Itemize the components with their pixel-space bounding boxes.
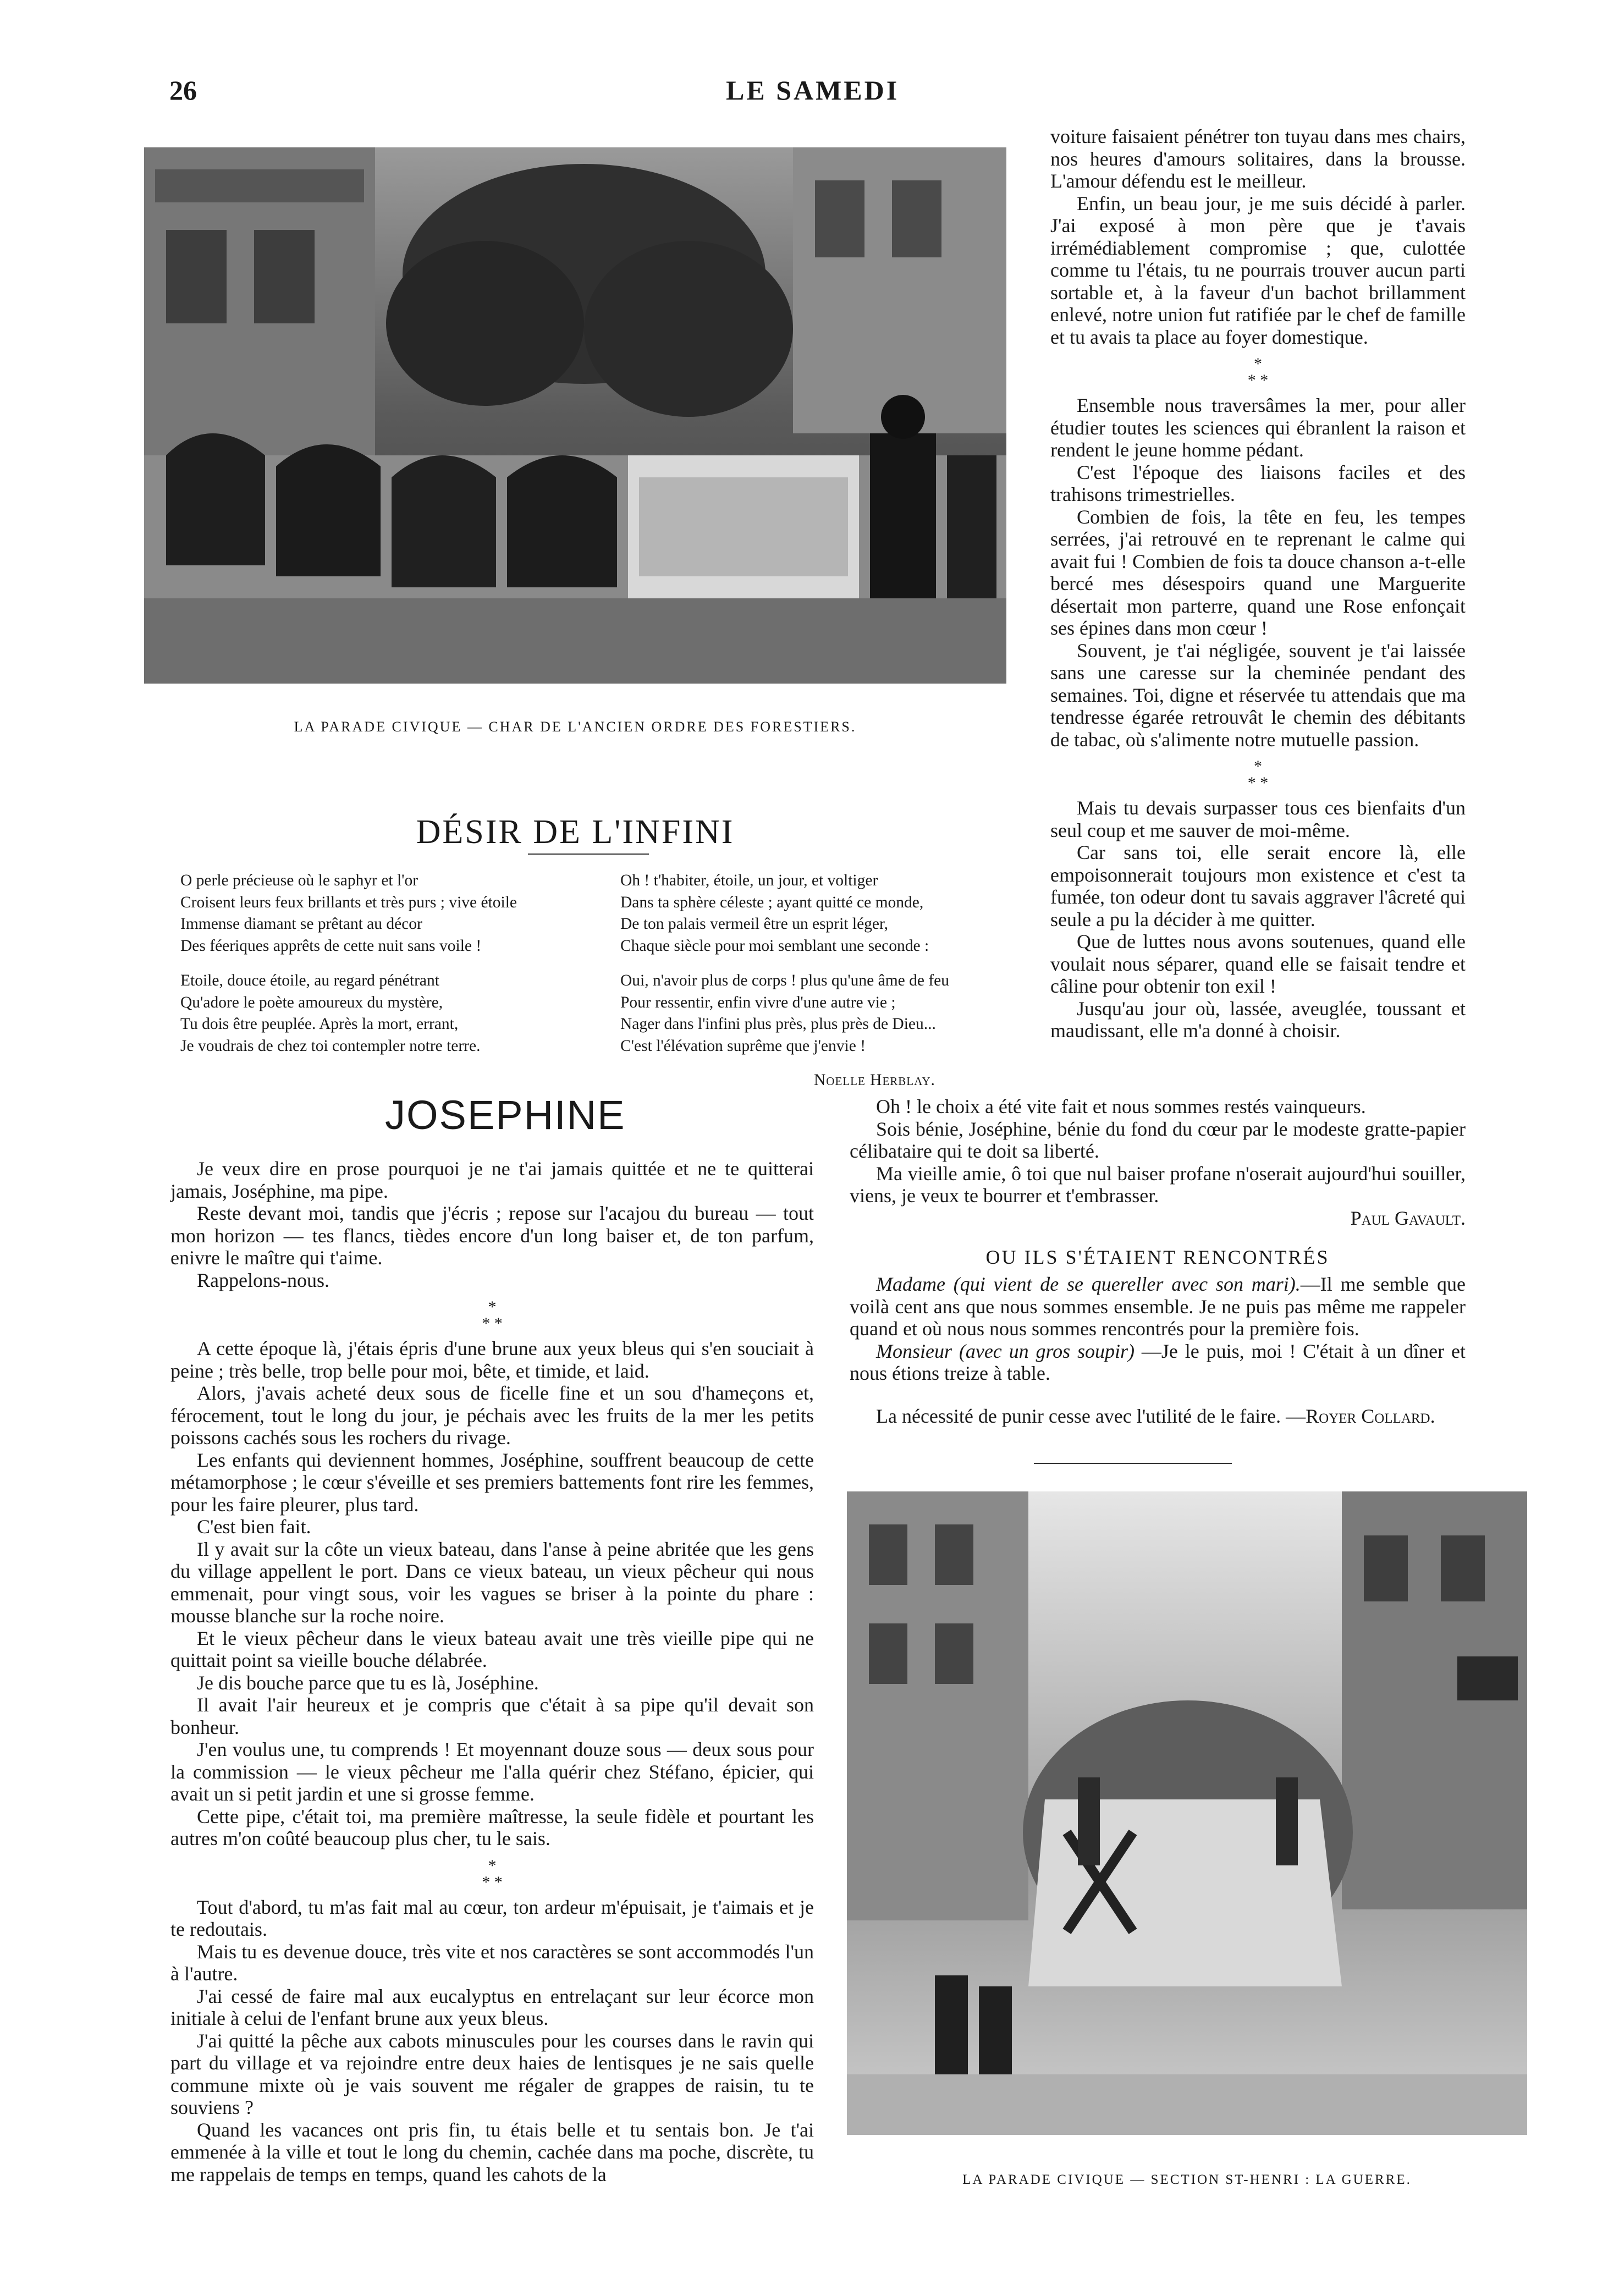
paragraph: Enfin, un beau jour, je me suis décidé à parler. J'ai exposé à mon père que je t'avais irrémédiablement compromise ; que, culottée comme tu l'étais, tu ne pourrais trouver aucun parti sortable et, à la faveur d'un bachot brillamment enlevé, notre union fut ratifiée par le chef de famille et tu avais ta place au foyer domestique. [1050, 192, 1466, 348]
paragraph: J'ai cessé de faire mal aux eucalyptus en entrelaçant sur leur écorce mon initiale à celui de l'enfant brune aux yeux bleus. [170, 1985, 814, 2029]
paragraph: Ma vieille amie, ô toi que nul baiser profane n'oserait aujourd'hui souiller, viens, je veux te bourrer et t'embrasser. [850, 1162, 1466, 1207]
maxim [850, 1405, 1466, 1428]
poem-right-stanzas [620, 870, 1016, 1057]
poem-line: Tu dois être peuplée. Après la mort, errant, [180, 1015, 459, 1033]
stanza-gap [180, 957, 598, 970]
journal-title: LE SAMEDI [726, 75, 900, 106]
paragraph: Rappelons-nous. [197, 1269, 329, 1291]
paragraph: Jusqu'au jour où, lassée, aveuglée, toussant et maudissant, elle m'a donné à choisir. [1050, 997, 1466, 1042]
section-separator: * * * [482, 1298, 503, 1333]
parade-photo-forestiers-image [144, 147, 1006, 684]
paragraph: Reste devant moi, tandis que j'écris ; repose sur l'acajou du bureau — tout mon horizon — tes flancs, tièdes encore d'un long baiser et, de ton parfum, enivre le maître qui t'aime. [170, 1202, 814, 1269]
section-separator: * * * [482, 1856, 503, 1891]
parade-photo-st-henri [847, 1491, 1527, 2135]
paragraph: Combien de fois, la tête en feu, les tempes serrées, j'ai retrouvé en te reprenant le calme qui avait fui ! Combien de fois ta douce chanson a-t-elle bercé mes désespoirs quand une Marguerite désertait mon parterre, quand une Rose enfonçait ses épines dans mon cœur ! [1050, 505, 1466, 639]
stanza-gap [620, 957, 1016, 970]
section-separator: * * * [1247, 757, 1269, 792]
paragraph: Car sans toi, elle serait encore là, elle empoisonnerait toujours mon existence et c'est ta fumée, ton odeur dont tu savais aggraver l'âcreté qui seule a pu la décider à me quitter. [1050, 841, 1466, 930]
story-author: Paul Gavault. [1350, 1207, 1466, 1229]
paragraph: A cette époque là, j'étais épris d'une brune aux yeux bleus qui s'en souciait à peine ; très belle, trop belle pour moi, bête, et timide, et laid. [170, 1337, 814, 1382]
anecdote-title: OU ILS S'ÉTAIENT RENCONTRÉS [985, 1246, 1330, 1268]
parade-photo-st-henri-image [847, 1491, 1527, 2135]
paragraph: Tout d'abord, tu m'as fait mal au cœur, ton ardeur m'épuisait, je t'aimais et je te redoutais. [170, 1896, 814, 1940]
anecdote-text [850, 1273, 1466, 1385]
paragraph: Les enfants qui deviennent hommes, Joséphine, souffrent beaucoup de cette métamorphose ; le cœur s'éveille et ses premiers battements font rire les femmes, pour les faire pleurer, plus tard. [170, 1449, 814, 1516]
paragraph: C'est bien fait. [197, 1516, 311, 1538]
paragraph: Et le vieux pêcheur dans le vieux bateau avait une très vieille pipe qui ne quittait point sa vieille bouche délabrée. [170, 1627, 814, 1671]
poem-line: Immense diamant se prêtant au décor [180, 915, 422, 933]
paragraph: C'est l'époque des liaisons faciles et des trahisons trimestrielles. [1050, 461, 1466, 505]
paragraph: Il avait l'air heureux et je compris que c'était à sa pipe qu'il devait son bonheur. [170, 1694, 814, 1738]
photo2-caption: LA PARADE CIVIQUE — SECTION ST-HENRI : LA GUERRE. [962, 2172, 1412, 2187]
paragraph: Que de luttes nous avons soutenues, quand elle voulait nous séparer, quand elle se faisait tendre et câline pour obtenir ton exil ! [1050, 930, 1466, 997]
anecdote-madame: Madame (qui vient de se quereller avec son mari).—Il me semble que voilà cent ans que nous sommes ensemble. Je ne puis pas même me rappeler quand et où nous nous sommes rencontrés pour la première fois. [850, 1273, 1466, 1340]
poem-line: Des féeriques apprêts de cette nuit sans voile ! [180, 937, 482, 955]
photo1-caption: LA PARADE CIVIQUE — CHAR DE L'ANCIEN ORDRE DES FORESTIERS. [294, 719, 857, 735]
poem-line: Oh ! t'habiter, étoile, un jour, et voltiger [620, 872, 878, 889]
paragraph: J'ai quitté la pêche aux cabots minuscules pour les courses dans le ravin qui part du village et va rejoindre entre deux haies de lentisques je ne sais quelle commune mixte où je vais souvent me régaler de grappes de raisin, tu te souviens ? [170, 2029, 814, 2118]
poem-author: Noelle Herblay. [814, 1071, 935, 1089]
paragraph: Quand les vacances ont pris fin, tu étais belle et tu sentais bon. Je t'ai emmenée à la ville et tout le long du chemin, cachée dans ma poche, discrète, tu me rappelais de temps en temps, quand les cahots de la [170, 2118, 814, 2185]
paragraph: Je dis bouche parce que tu es là, Joséphine. [197, 1671, 539, 1694]
paragraph: Il y avait sur la côte un vieux bateau, dans l'anse à peine abritée que les gens du village appellent le port. Dans ce vieux bateau, un vieux pêcheur qui nous emmenait, pour vingt sous, voir les vagues se briser à la pointe du phare : mousse blanche sur la roche noire. [170, 1538, 814, 1627]
story-ending [850, 1095, 1466, 1229]
section-separator: * * * [1247, 355, 1269, 389]
page-number: 26 [169, 75, 197, 106]
paragraph: voiture faisaient pénétrer ton tuyau dans mes chairs, nos heures d'amours solitaires, dans la brousse. L'amour défendu est le meilleur. [1050, 125, 1466, 192]
poem-left-stanzas [180, 870, 598, 1057]
poem-line: Pour ressentir, enfin vivre d'une autre vie ; [620, 993, 896, 1011]
poem-title-rule [528, 854, 649, 855]
anecdote-monsieur: Monsieur (avec un gros soupir) —Je le puis, moi ! C'était à un dîner et nous étions treize à table. [850, 1340, 1466, 1384]
poem-title: DÉSIR DE L'INFINI [416, 813, 735, 851]
paragraph: Mais tu es devenue douce, très vite et nos caractères se sont accommodés l'un à l'autre. [170, 1940, 814, 1985]
story-right-column [1050, 125, 1466, 1042]
poem-line: Chaque siècle pour moi semblant une seconde : [620, 937, 929, 955]
paragraph: Souvent, je t'ai négligée, souvent je t'ai laissée sans une caresse sur la cheminée pendant des semaines. Toi, digne et réservée tu attendais que ma tendresse égarée retrouvât le chemin des débitants de tabac, où s'alimente notre mutuelle passion. [1050, 639, 1466, 751]
paragraph: Je veux dire en prose pourquoi je ne t'ai jamais quittée et ne te quitterai jamais, Joséphine, ma pipe. [170, 1158, 814, 1202]
paragraph: Mais tu devais surpasser tous ces bienfaits d'un seul coup et me sauver de moi-même. [1050, 797, 1466, 841]
poem-line: Oui, n'avoir plus de corps ! plus qu'une âme de feu [620, 972, 950, 989]
poem-line: Je voudrais de chez toi contempler notre terre. [180, 1037, 481, 1055]
paragraph: Alors, j'avais acheté deux sous de ficelle fine et un sou d'hameçons et, férocement, tout le long du jour, je péchais avec les fruits de la mer les petits poissons cachés sous les rochers du rivage. [170, 1382, 814, 1449]
poem-line: Croisent leurs feux brillants et très purs ; vive étoile [180, 893, 517, 911]
maxim-text: La nécessité de punir cesse avec l'utilité de le faire. —Royer Collard. [876, 1405, 1435, 1427]
maxim-rule [1034, 1463, 1232, 1464]
paragraph: Sois bénie, Joséphine, bénie du fond du cœur par le modeste gratte-papier célibataire qui te doit sa liberté. [850, 1117, 1466, 1162]
poem-line: Nager dans l'infini plus près, plus près de Dieu... [620, 1015, 936, 1033]
poem-line: Dans ta sphère céleste ; ayant quitté ce monde, [620, 893, 924, 911]
parade-photo-forestiers [144, 147, 1006, 684]
paragraph: Cette pipe, c'était toi, ma première maîtresse, la seule fidèle et pourtant les autres m'on coûté beaucoup plus cher, tu le sais. [170, 1805, 814, 1849]
poem-line: De ton palais vermeil être un esprit léger, [620, 915, 889, 933]
paragraph: Ensemble nous traversâmes la mer, pour aller étudier toutes les sciences qui ébranlent la raison et rendent le jeune homme pédant. [1050, 394, 1466, 461]
paragraph: Oh ! le choix a été vite fait et nous sommes restés vainqueurs. [876, 1095, 1366, 1117]
poem-line: C'est l'élévation suprême que j'envie ! [620, 1037, 866, 1055]
poem-line: Qu'adore le poète amoureux du mystère, [180, 993, 443, 1011]
story-left-column [170, 1158, 814, 2185]
paragraph: J'en voulus une, tu comprends ! Et moyennant douze sous — deux sous pour la commission — le vieux pêcheur me l'alla quérir chez Stéfano, épicier, qui avait un si petit jardin et une si grosse femme. [170, 1738, 814, 1805]
poem-line: Etoile, douce étoile, au regard pénétrant [180, 972, 439, 989]
poem-line: O perle précieuse où le saphyr et l'or [180, 872, 418, 889]
story-title: JOSEPHINE [385, 1092, 626, 1138]
